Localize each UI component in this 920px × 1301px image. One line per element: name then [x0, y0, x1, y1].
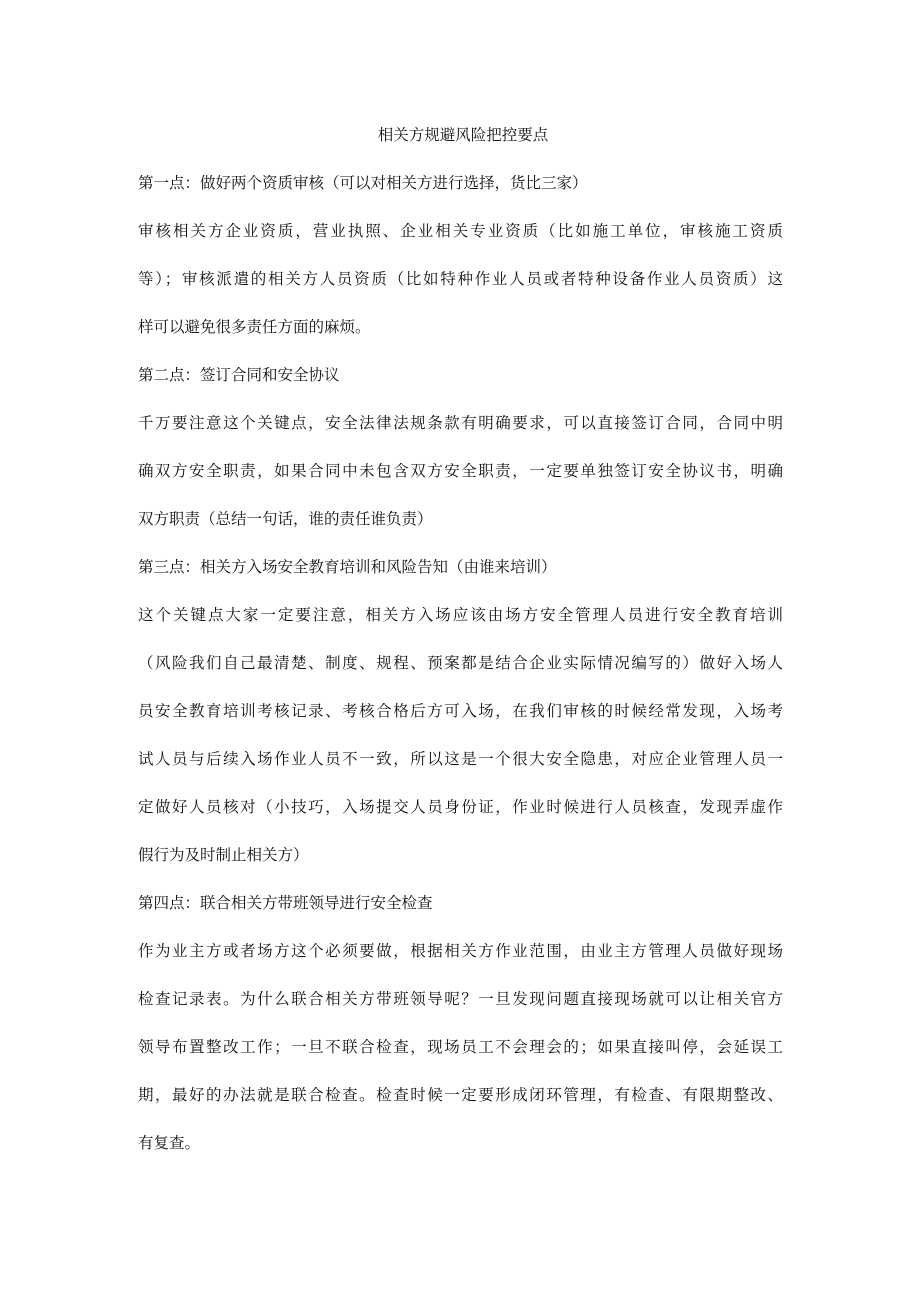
paragraph-line: 领导布置整改工作；一旦不联合检查，现场员工不会理会的；如果直接叫停，会延误工: [138, 1038, 783, 1056]
paragraph-line: 检查记录表。为什么联合相关方带班领导呢？一旦发现问题直接现场就可以让相关官方: [138, 990, 783, 1008]
paragraph-line: 假行为及时制止相关方）: [138, 846, 309, 864]
paragraph-line: 有复查。: [138, 1134, 201, 1152]
paragraph-line: 试人员与后续入场作业人员不一致，所以这是一个很大安全隐患，对应企业管理人员一: [138, 750, 783, 768]
paragraph-line: 作为业主方或者场方这个必须要做，根据相关方作业范围，由业主方管理人员做好现场: [138, 942, 783, 960]
paragraph-line: 等）；审核派遣的相关方人员资质（比如特种作业人员或者特种设备作业人员资质）这: [138, 270, 783, 288]
paragraph-line: 审核相关方企业资质，营业执照、企业相关专业资质（比如施工单位，审核施工资质: [138, 222, 783, 240]
paragraph-line: 样可以避免很多责任方面的麻烦。: [138, 318, 371, 336]
paragraph-line: 定做好人员核对（小技巧，入场提交人员身份证，作业时候进行人员核查，发现弄虚作: [138, 798, 783, 816]
paragraph-line: 双方职责（总结一句话，谁的责任谁负责）: [138, 510, 433, 528]
section-heading-4: 第四点：联合相关方带班领导进行安全检查: [138, 894, 433, 912]
section-heading-1: 第一点：做好两个资质审核（可以对相关方进行选择，货比三家）: [138, 174, 588, 192]
paragraph-line: 千万要注意这个关键点，安全法律法规条款有明确要求，可以直接签订合同，合同中明: [138, 414, 783, 432]
section-heading-3: 第三点：相关方入场安全教育培训和风险告知（由谁来培训）: [138, 558, 557, 576]
paragraph-line: 确双方安全职责，如果合同中未包含双方安全职责，一定要单独签订安全协议书，明确: [138, 462, 783, 480]
document-title: 相关方规避风险把控要点: [377, 126, 549, 144]
section-heading-2: 第二点：签订合同和安全协议: [138, 366, 340, 384]
paragraph-line: 这个关键点大家一定要注意，相关方入场应该由场方安全管理人员进行安全教育培训: [138, 606, 783, 624]
paragraph-line: （风险我们自己最清楚、制度、规程、预案都是结合企业实际情况编写的）做好入场人: [138, 654, 783, 672]
paragraph-line: 期，最好的办法就是联合检查。检查时候一定要形成闭环管理，有检查、有限期整改、: [138, 1086, 783, 1104]
paragraph-line: 员安全教育培训考核记录、考核合格后方可入场，在我们审核的时候经常发现，入场考: [138, 702, 783, 720]
